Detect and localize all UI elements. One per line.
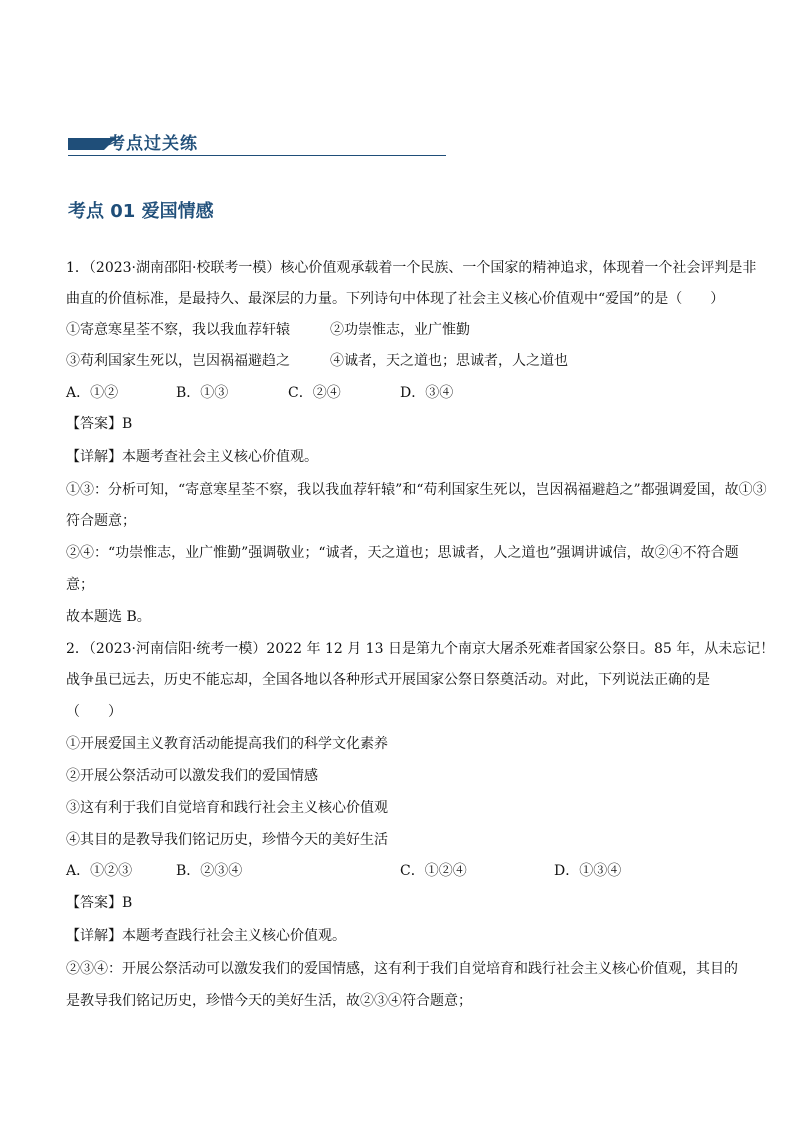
q2-stem-line3: （ ） bbox=[66, 704, 122, 720]
q2-detail: 【详解】本题考查践行社会主义核心价值观。 bbox=[66, 928, 346, 944]
q1-explanation-2b: 意； bbox=[66, 577, 94, 593]
q1-detail: 【详解】本题考查社会主义核心价值观。 bbox=[66, 449, 318, 465]
q2-option-b: B．②③④ bbox=[176, 863, 243, 879]
q1-item-1: ①寄意寒星荃不察，我以我血荐轩辕 bbox=[66, 322, 290, 338]
q1-item-2: ②功崇惟志，业广惟勤 bbox=[330, 322, 470, 338]
section-title: 考点 01 爱国情感 bbox=[68, 201, 214, 222]
q2-stem-line2: 战争虽已远去，历史不能忘却，全国各地以各种形式开展国家公祭日祭奠活动。对此，下列说法正确的是 bbox=[66, 672, 710, 688]
banner-rule bbox=[68, 155, 446, 156]
q1-stem-line2: 曲直的价值标准，是最持久、最深层的力量。下列诗句中体现了社会主义核心价值观中“爱国”的是（ ） bbox=[66, 291, 725, 307]
q1-conclusion: 故本题选 B。 bbox=[66, 609, 151, 625]
q1-option-c: C．②④ bbox=[288, 385, 341, 401]
q1-stem-line1: 1．（2023·湖南邵阳·校联考一模）核心价值观承载着一个民族、一个国家的精神追求，体现着一个社会评判是非 bbox=[66, 260, 757, 276]
q2-stem-line1: 2．（2023·河南信阳·统考一模）2022 年 12 月 13 日是第九个南京大屠杀死难者国家公祭日。85 年，从未忘记！ bbox=[66, 641, 775, 657]
q2-item-4: ④其目的是教导我们铭记历史，珍惜今天的美好生活 bbox=[66, 832, 388, 848]
section-banner bbox=[68, 132, 448, 156]
q1-option-d: D．③④ bbox=[400, 385, 454, 401]
q1-option-b: B．①③ bbox=[176, 385, 229, 401]
q1-item-4: ④诚者，天之道也；思诚者，人之道也 bbox=[330, 353, 568, 369]
q2-option-d: D．①③④ bbox=[554, 863, 622, 879]
banner-bar bbox=[68, 138, 104, 150]
q1-explanation-1a: ①③：分析可知，“寄意寒星荃不察，我以我血荐轩辕”和“苟利国家生死以，岂因祸福避趋之”都强调爱国，故①③ bbox=[66, 482, 767, 498]
q2-option-a: A．①②③ bbox=[66, 863, 133, 879]
q2-item-2: ②开展公祭活动可以激发我们的爱国情感 bbox=[66, 768, 318, 784]
q1-explanation-2a: ②④：“功崇惟志，业广惟勤”强调敬业；“诚者，天之道也；思诚者，人之道也”强调讲诚信，故②④不符合题 bbox=[66, 545, 739, 561]
banner-title: 考点过关练 bbox=[108, 134, 198, 154]
q2-item-3: ③这有利于我们自觉培育和践行社会主义核心价值观 bbox=[66, 800, 388, 816]
q2-answer: 【答案】B bbox=[66, 895, 133, 911]
q1-explanation-1b: 符合题意； bbox=[66, 513, 136, 529]
q1-item-3: ③苟利国家生死以，岂因祸福避趋之 bbox=[66, 353, 290, 369]
q2-option-c: C．①②④ bbox=[400, 863, 467, 879]
q2-item-1: ①开展爱国主义教育活动能提高我们的科学文化素养 bbox=[66, 736, 388, 752]
q2-explanation-1b: 是教导我们铭记历史，珍惜今天的美好生活，故②③④符合题意； bbox=[66, 993, 472, 1009]
q1-option-a: A．①② bbox=[66, 385, 119, 401]
q2-explanation-1a: ②③④：开展公祭活动可以激发我们的爱国情感，这有利于我们自觉培育和践行社会主义核心价值观，其目的 bbox=[66, 961, 738, 977]
q1-answer: 【答案】B bbox=[66, 416, 133, 432]
